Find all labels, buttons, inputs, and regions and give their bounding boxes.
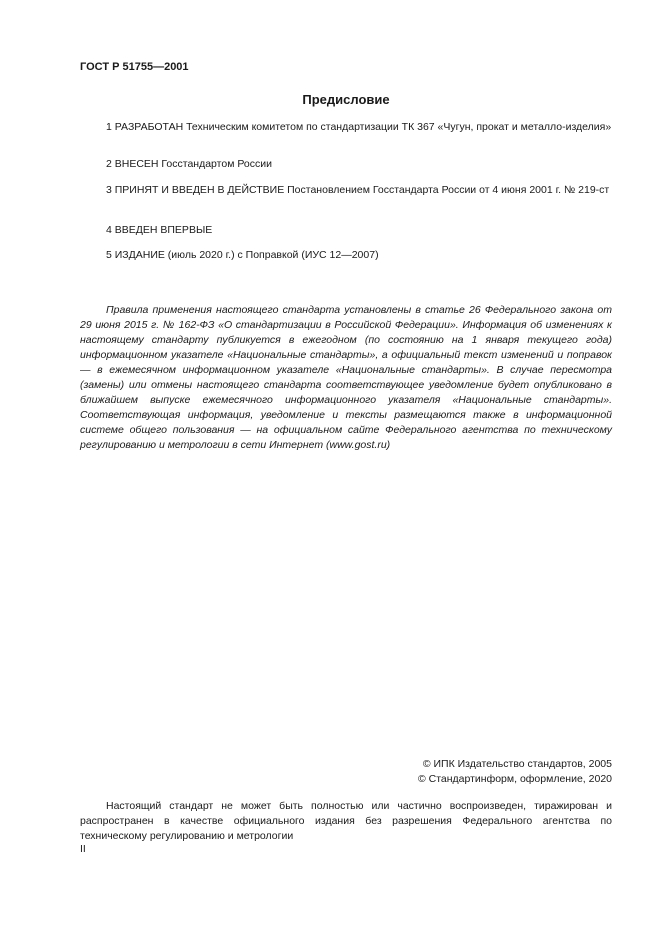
application-notice: Правила применения настоящего стандарта установлены в статье 26 Федерального закона от 29 июня 2015 г. № 162-ФЗ «О стандартизации в Российской Федерации». Информация об изменениях к настоящему стандарту публикуется в ежегодном (по состоянию на 1 января текущего года) информационном указателе «Национальные стандарты», а официальный текст изменений и поправок — в ежемесячном информационном указателе «Национальные стандарты». В случае пересмотра (замены) или отмены настоящего стандарта соответствующее уведомление будет опубликовано в ближайшем выпуске ежемесячного информационного указателя «Национальные стандарты». Соответствующая информация, уведомление и тексты размещаются также в информационной системе общего пользования — на официальном сайте Федерального агентства по техническому регулированию и метрологии в сети Интернет (www.gost.ru)	[80, 304, 612, 451]
foreword-item-3: 3 ПРИНЯТ И ВВЕДЕН В ДЕЙСТВИЕ Постановлением Госстандарта России от 4 июня 2001 г. № 219-ст	[106, 184, 610, 196]
copyright-line-2: © Стандартинформ, оформление, 2020	[417, 773, 612, 785]
copyright-line-1: © ИПК Издательство стандартов, 2005	[422, 758, 612, 770]
page-title: Предисловие	[302, 92, 390, 107]
foreword-item-2: 2 ВНЕСЕН Госстандартом России	[106, 158, 272, 170]
page-number: II	[80, 843, 86, 855]
restriction-notice: Настоящий стандарт не может быть полностью или частично воспроизведен, тиражирован и распространен в качестве официального издания без разрешения Федерального агентства по техническому регулированию и метрологии	[80, 800, 612, 842]
foreword-item-5: 5 ИЗДАНИЕ (июль 2020 г.) с Поправкой (ИУС 12—2007)	[106, 249, 379, 261]
foreword-item-4: 4 ВВЕДЕН ВПЕРВЫЕ	[106, 224, 213, 236]
foreword-item-1: 1 РАЗРАБОТАН Техническим комитетом по стандартизации ТК 367 «Чугун, прокат и металло-изделия»	[106, 121, 612, 133]
standard-id: ГОСТ Р 51755—2001	[80, 61, 189, 73]
